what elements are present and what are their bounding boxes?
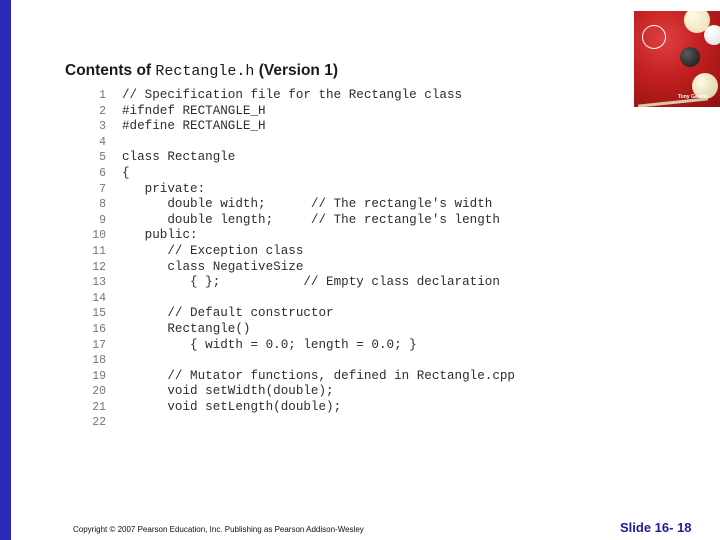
line-number: 21 — [92, 400, 106, 414]
code-text: { — [122, 165, 130, 180]
line-number: 10 — [92, 229, 106, 243]
book-author: Tony Gaddis — [678, 94, 708, 100]
line-number: 20 — [92, 385, 106, 399]
code-line — [84, 338, 515, 354]
code-text: // Specification file for the Rectangle class — [122, 88, 463, 102]
line-number: 9 — [99, 213, 106, 227]
code-text: #define RECTANGLE_H — [122, 119, 266, 134]
code-text: class Rectangle — [122, 150, 236, 165]
code-line — [84, 275, 515, 291]
code-line — [84, 166, 515, 182]
billiard-ball-icon — [642, 25, 666, 49]
code-line — [84, 228, 515, 244]
line-number: 16 — [92, 322, 106, 336]
line-number: 12 — [92, 260, 106, 274]
line-number: 1 — [99, 89, 106, 102]
code-text: void setWidth(double); — [122, 384, 334, 399]
code-text: { }; // Empty class declaration — [122, 275, 500, 290]
code-text: void setLength(double); — [122, 399, 342, 414]
code-line — [84, 119, 515, 135]
code-listing — [84, 88, 515, 431]
code-line — [84, 322, 515, 338]
line-number: 22 — [92, 416, 106, 430]
code-line — [84, 135, 515, 151]
code-text: double width; // The rectangle's width — [122, 197, 493, 212]
code-line — [84, 150, 515, 166]
slide-title-suffix: (Version 1) — [254, 62, 338, 79]
slide-number: Slide 16- 18 — [620, 520, 692, 535]
line-number: 14 — [92, 291, 106, 305]
copyright-notice: Copyright © 2007 Pearson Education, Inc. Publishing as Pearson Addison-Wesley — [73, 525, 364, 534]
code-line — [84, 182, 515, 198]
line-number: 15 — [92, 307, 106, 321]
code-text: public: — [122, 228, 198, 243]
left-accent-bar — [0, 0, 11, 540]
code-line — [84, 88, 515, 104]
code-line — [84, 213, 515, 229]
code-line — [84, 291, 515, 307]
line-number: 17 — [92, 338, 106, 352]
slide-title-prefix: Contents of — [65, 62, 156, 79]
code-line — [84, 400, 515, 416]
code-text: #ifndef RECTANGLE_H — [122, 103, 266, 118]
slide-title-filename: Rectangle.h — [155, 63, 255, 80]
code-line — [84, 384, 515, 400]
line-number: 13 — [92, 276, 106, 290]
code-text: // Exception class — [122, 243, 304, 258]
code-text: double length; // The rectangle's length — [122, 212, 500, 227]
code-line — [84, 306, 515, 322]
code-line — [84, 369, 515, 385]
code-line — [84, 197, 515, 213]
code-line — [84, 353, 515, 369]
code-text: // Default constructor — [122, 306, 334, 321]
billiard-ball-icon — [680, 47, 700, 67]
slide-title — [65, 62, 338, 80]
code-text: class NegativeSize — [122, 259, 304, 274]
code-text: { width = 0.0; length = 0.0; } — [122, 337, 417, 352]
line-number: 3 — [99, 120, 106, 134]
line-number: 19 — [92, 369, 106, 383]
line-number: 4 — [99, 135, 106, 149]
code-text: Rectangle() — [122, 321, 251, 336]
line-number: 6 — [99, 166, 106, 180]
code-line — [84, 415, 515, 431]
code-line — [84, 104, 515, 120]
code-text: private: — [122, 181, 206, 196]
line-number: 5 — [99, 151, 106, 165]
billiard-ball-icon — [704, 25, 720, 45]
book-cover-image — [634, 11, 720, 107]
line-number: 11 — [92, 244, 106, 258]
line-number: 2 — [99, 104, 106, 118]
line-number: 8 — [99, 198, 106, 212]
code-line — [84, 260, 515, 276]
line-number: 18 — [92, 354, 106, 368]
line-number: 7 — [99, 182, 106, 196]
code-line — [84, 244, 515, 260]
code-text: // Mutator functions, defined in Rectangle.cpp — [122, 368, 515, 383]
